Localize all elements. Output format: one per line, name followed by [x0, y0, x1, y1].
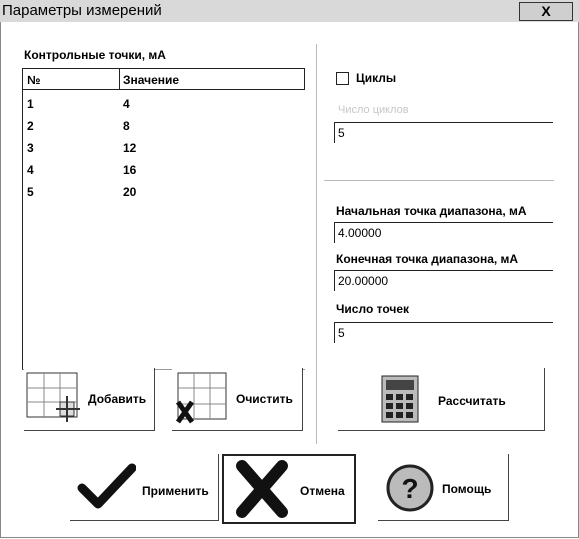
point-count-value: 5 [338, 326, 345, 340]
calculate-button[interactable] [338, 368, 545, 431]
close-button[interactable] [519, 2, 573, 21]
row-value: 16 [123, 163, 137, 177]
col-value-header: Значение [123, 73, 180, 87]
svg-text:?: ? [401, 473, 419, 504]
table-row[interactable] [23, 159, 305, 181]
help-label: Помощь [442, 482, 492, 496]
apply-label: Применить [142, 484, 209, 498]
row-num: 3 [27, 141, 34, 155]
point-count-field[interactable] [334, 322, 553, 343]
help-icon [384, 462, 436, 514]
header-separator [119, 69, 120, 89]
cancel-label: Отмена [300, 484, 345, 498]
cancel-button[interactable] [222, 454, 356, 524]
end-point-label: Конечная точка диапазона, мА [336, 252, 519, 266]
calculate-label: Рассчитать [438, 394, 506, 408]
calculator-icon [378, 374, 424, 426]
start-point-value: 4.00000 [338, 226, 382, 240]
start-point-label: Начальная точка диапазона, мА [336, 204, 527, 218]
points-label: Контрольные точки, мА [24, 48, 166, 62]
add-button[interactable] [24, 368, 155, 431]
help-button[interactable] [378, 454, 509, 521]
row-value: 8 [123, 119, 130, 133]
row-num: 1 [27, 97, 34, 111]
panel-divider [316, 44, 317, 444]
row-num: 2 [27, 119, 34, 133]
row-value: 4 [123, 97, 130, 111]
end-point-value: 20.00000 [338, 274, 389, 288]
row-value: 12 [123, 141, 137, 155]
cycles-count-field[interactable] [334, 122, 553, 143]
cycles-count-value: 5 [338, 126, 345, 140]
header-end [304, 69, 305, 89]
row-num: 5 [27, 185, 34, 199]
section-divider [324, 180, 554, 181]
table-row[interactable] [23, 115, 305, 137]
row-num: 4 [27, 163, 34, 177]
start-point-field[interactable] [334, 222, 553, 243]
clear-label: Очистить [236, 392, 293, 406]
window-title: Параметры измерений [2, 2, 162, 19]
close-icon: X [541, 3, 551, 19]
table-row[interactable] [23, 181, 305, 203]
grid-header [23, 69, 305, 90]
clear-table-icon [176, 372, 230, 424]
cycles-label: Циклы [356, 71, 397, 85]
apply-button[interactable] [70, 454, 219, 521]
add-table-icon [26, 372, 82, 424]
cycles-count-label: Число циклов [338, 104, 409, 116]
cycles-checkbox[interactable] [336, 72, 349, 85]
clear-button[interactable] [172, 368, 303, 431]
points-grid[interactable] [22, 68, 305, 370]
checkmark-icon [76, 462, 136, 510]
title-bar [0, 0, 579, 22]
cross-icon [232, 460, 292, 518]
point-count-label: Число точек [336, 302, 410, 316]
row-value: 20 [123, 185, 137, 199]
table-row[interactable] [23, 93, 305, 115]
col-num-header: № [27, 73, 41, 87]
add-label: Добавить [88, 392, 147, 406]
table-row[interactable] [23, 137, 305, 159]
end-point-field[interactable] [334, 270, 553, 291]
